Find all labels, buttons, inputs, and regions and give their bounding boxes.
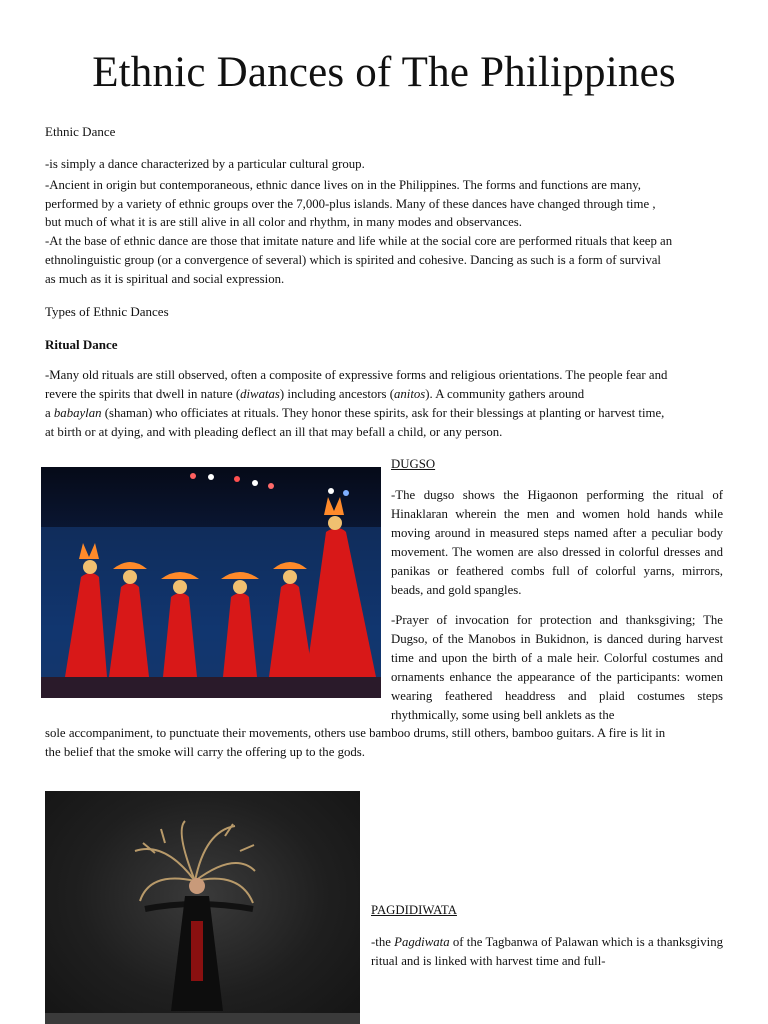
- page-title: Ethnic Dances of The Philippines: [92, 49, 676, 96]
- ritual-line: revere the spirits that dwell in nature (diwatas) including ancestors (anitos). A community gathers around: [45, 387, 585, 401]
- section-heading-ritual-dance: Ritual Dance: [45, 337, 118, 352]
- dugso-paragraph-1: -The dugso shows the Higaonon performing the ritual of Hinaklaran wherein the men and women hold hands while moving around in measured steps named after a peculiar body movement. The women are also dressed in colorful dresses and panikas or feathered combs full of colorful yarns, mirrors, beads, and gold spangles.: [391, 488, 723, 597]
- dugso-heading: DUGSO: [391, 457, 436, 471]
- dugso-paragraph-2: -Prayer of invocation for protection and thanksgiving; The Dugso, of the Manobos in Bukidnon, is danced during harvest time and upon the birth of a male heir. Colorful costumes and ornaments enhance the appearance of the participants: women wearing feathered headdress and plaid costumes steps rhythmically, some using bell anklets as the: [391, 613, 723, 722]
- ritual-line: -Many old rituals are still observed, often a composite of expressive forms and religious orientations. The people fear and: [45, 368, 668, 382]
- ethnic-dance-line: -is simply a dance characterized by a particular cultural group.: [45, 157, 365, 171]
- ethnic-dance-line: performed by a variety of ethnic groups over the 7,000-plus islands. Many of these dances have changed through time ,: [45, 197, 656, 211]
- dugso-paragraph-2-cont: sole accompaniment, to punctuate their movements, others use bamboo drums, still others, bamboo guitars. A fire is lit in: [45, 726, 666, 740]
- ritual-line: at birth or at dying, and with pleading deflect an ill that may befall a child, or any person.: [45, 425, 503, 439]
- pagdidiwata-paragraph: -the Pagdiwata of the Tagbanwa of Palawan which is a thanksgiving ritual and is linked with harvest time and full-: [371, 935, 723, 968]
- ethnic-dance-line: but much of what it is are still alive in all color and rhythm, in many modes and observances.: [45, 215, 522, 229]
- ethnic-dance-line: -Ancient in origin but contemporaneous, ethnic dance lives on in the Philippines. The forms and functions are many,: [45, 178, 641, 192]
- pagdidiwata-photo-illustration: [45, 791, 360, 1024]
- dugso-dance-photo: [41, 467, 381, 698]
- section-heading-types: Types of Ethnic Dances: [45, 304, 169, 319]
- dugso-photo-illustration: [41, 467, 381, 698]
- section-heading-ethnic-dance: Ethnic Dance: [45, 124, 116, 139]
- pagdidiwata-dance-photo: [45, 791, 360, 1024]
- pagdidiwata-heading: PAGDIDIWATA: [371, 903, 457, 917]
- ritual-line: a babaylan (shaman) who officiates at rituals. They honor these spirits, ask for their blessings at planting or harvest time,: [45, 406, 665, 420]
- dugso-paragraph-2-cont: the belief that the smoke will carry the offering up to the gods.: [45, 745, 365, 759]
- ethnic-dance-line: -At the base of ethnic dance are those that imitate nature and life while at the social core are performed rituals that keep an: [45, 234, 673, 248]
- ethnic-dance-line: ethnolinguistic group (or a convergence of several) which is spirited and cohesive. Dancing as such is a form of survival: [45, 253, 661, 267]
- ethnic-dance-line: as much as it is spiritual and social expression.: [45, 272, 285, 286]
